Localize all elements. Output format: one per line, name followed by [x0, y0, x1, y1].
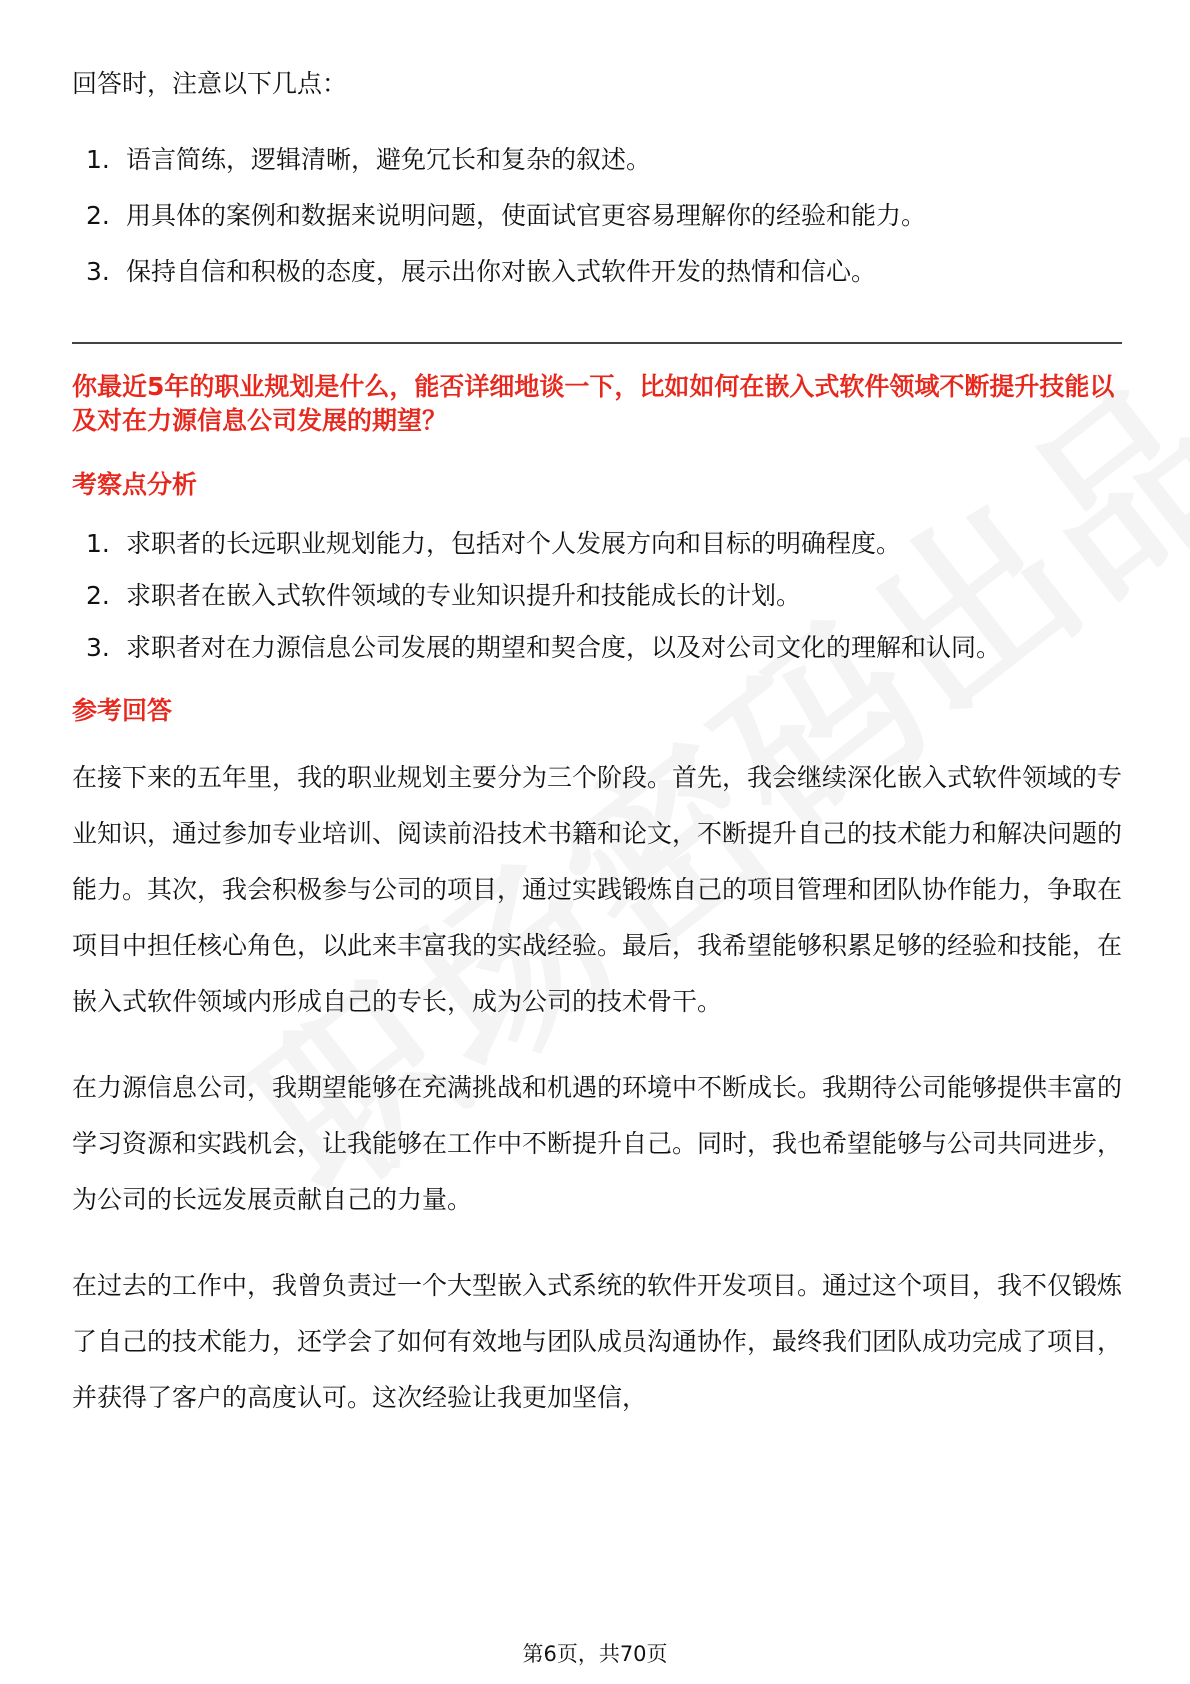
list-item — [72, 622, 1122, 674]
list-item-text: 用具体的案例和数据来说明问题，使面试官更容易理解你的经验和能力。 — [126, 201, 927, 230]
list-number: 2. — [86, 201, 110, 230]
page-content — [72, 62, 1122, 1426]
answer-paragraph: 在接下来的五年里，我的职业规划主要分为三个阶段。首先，我会继续深化嵌入式软件领域的专业知识，通过参加专业培训、阅读前沿技术书籍和论文，不断提升自己的技术能力和解决问题的能力。其次，我会积极参与公司的项目，通过实践锻炼自己的项目管理和团队协作能力，争取在项目中担任核心角色，以此来丰富我的实战经验。最后，我希望能够积累足够的经验和技能，在嵌入式软件领域内形成自己的专长，成为公司的技术骨干。 — [72, 763, 1123, 1016]
list-item — [72, 244, 1122, 300]
list-item — [72, 132, 1122, 188]
answer-paragraph: 在力源信息公司，我期望能够在充满挑战和机遇的环境中不断成长。我期待公司能够提供丰富的学习资源和实践机会，让我能够在工作中不断提升自己。同时，我也希望能够与公司共同进步，为公司的长远发展贡献自己的力量。 — [72, 1073, 1123, 1214]
list-item-text: 保持自信和积极的态度，展示出你对嵌入式软件开发的热情和信心。 — [126, 257, 877, 286]
page-number: 第6页，共70页 — [522, 1642, 668, 1666]
interview-question: 你最近5年的职业规划是什么，能否详细地谈一下，比如如何在嵌入式软件领域不断提升技能以及对在力源信息公司发展的期望？ — [72, 372, 1115, 435]
section-divider — [72, 342, 1122, 344]
answer-paragraph: 在过去的工作中，我曾负责过一个大型嵌入式系统的软件开发项目。通过这个项目，我不仅锻炼了自己的技术能力，还学会了如何有效地与团队成员沟通协作，最终我们团队成功完成了项目，并获得了客户的高度认可。这次经验让我更加坚信， — [72, 1271, 1123, 1412]
analysis-list — [72, 518, 1122, 674]
intro-text: 回答时，注意以下几点： — [72, 69, 348, 98]
list-item-text: 求职者对在力源信息公司发展的期望和契合度，以及对公司文化的理解和认同。 — [126, 633, 1002, 662]
reference-heading: 参考回答 — [72, 696, 173, 725]
analysis-heading: 考察点分析 — [72, 470, 198, 499]
list-number: 3. — [86, 633, 110, 662]
list-item-text: 求职者的长远职业规划能力，包括对个人发展方向和目标的明确程度。 — [126, 529, 902, 558]
list-number: 1. — [86, 529, 110, 558]
list-number: 1. — [86, 145, 110, 174]
list-item-text: 语言简练，逻辑清晰，避免冗长和复杂的叙述。 — [126, 145, 652, 174]
list-item — [72, 188, 1122, 244]
tips-list — [72, 132, 1122, 300]
list-number: 2. — [86, 581, 110, 610]
list-number: 3. — [86, 257, 110, 286]
list-item — [72, 570, 1122, 622]
list-item-text: 求职者在嵌入式软件领域的专业知识提升和技能成长的计划。 — [126, 581, 802, 610]
list-item — [72, 518, 1122, 570]
